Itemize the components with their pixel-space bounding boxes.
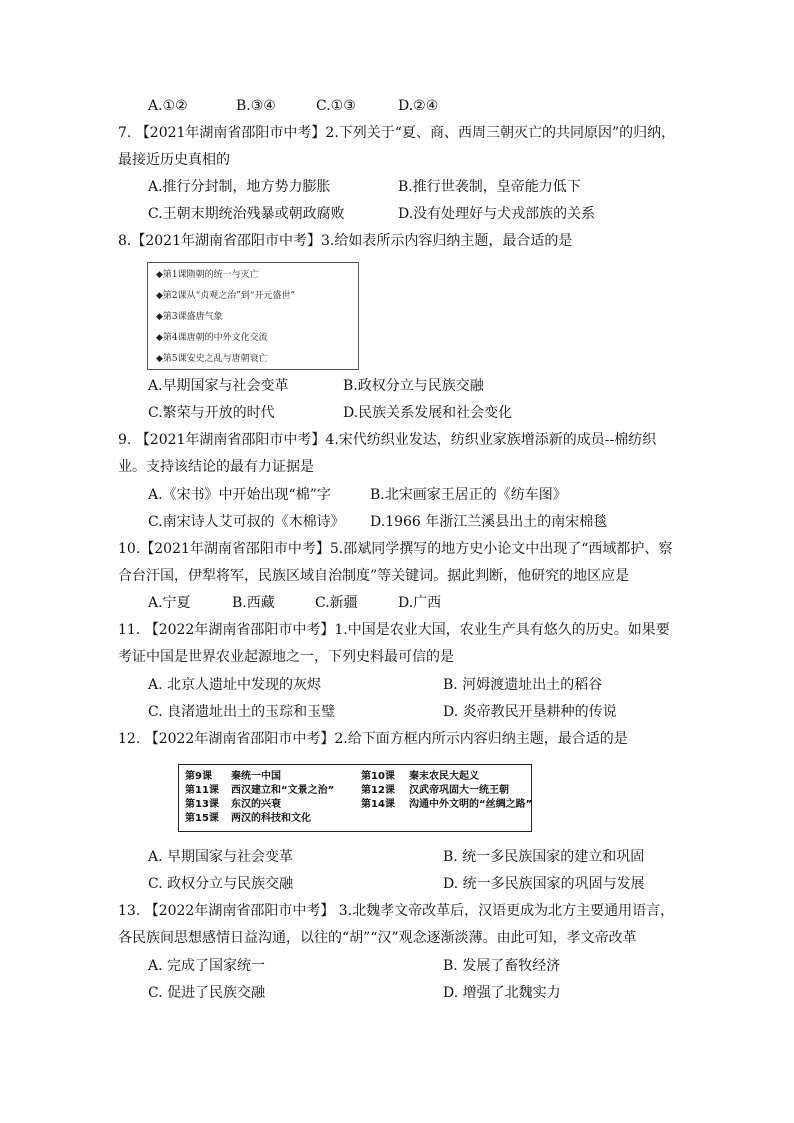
q12-box-lesson-title: 秦末农民大起义 [409, 771, 479, 782]
q10-stem-line2: 合台汗国，伊犁将军，民族区域自治制度”等关键词。据此判断，他研究的地区应是 [118, 568, 630, 584]
q12-option-d: D. 统一多民族国家的巩固与发展 [443, 876, 645, 892]
q8-box-item: ◆第2课从“贞观之治”到“开元盛世” [156, 291, 296, 301]
q12-box-lesson-title: 两汉的科技和文化 [231, 813, 311, 824]
q8-box-item: ◆第5课安史之乱与唐朝衰亡 [156, 354, 268, 364]
q6-option-d: D.②④ [398, 98, 439, 114]
q7-stem-line1: 7. 【2021年湖南省邵阳市中考】2.下列关于“夏、商、西周三朝灭亡的共同原因”的归纳， [118, 125, 676, 141]
q12-option-b: B. 统一多民族国家的建立和巩固 [443, 849, 645, 865]
q11-option-b: B. 河姆渡遗址出土的稻谷 [443, 677, 603, 693]
q12-box-lesson-no: 第14课 [361, 799, 395, 810]
q12-box-lesson-title: 东汉的兴衰 [231, 799, 281, 810]
q11-option-a: A. 北京人遗址中发现的灰烬 [148, 677, 322, 693]
q13-stem-line1: 13. 【2022年湖南省邵阳市中考】 3.北魏孝文帝改革后，汉语更成为北方主要通用语言， [118, 903, 675, 919]
q11-stem-line2: 考证中国是世界农业起源地之一，下列史料最可信的是 [118, 649, 454, 665]
q12-box-lesson-no: 第11课 [185, 785, 219, 796]
q12-box-lesson-no: 第13课 [185, 799, 219, 810]
q6-option-a: A.①② [148, 98, 188, 114]
q12-box-lesson-no: 第10课 [361, 771, 395, 782]
q8-option-b: B.政权分立与民族交融 [343, 378, 484, 394]
q13-stem-line2: 各民族间思想感情日益沟通，以往的“胡”“汉”观念逐渐淡薄。由此可知，孝文帝改革 [118, 930, 637, 946]
q10-option-d: D.广西 [398, 595, 442, 611]
q10-option-c: C.新疆 [315, 595, 358, 611]
q8-option-c: C.繁荣与开放的时代 [148, 405, 275, 421]
q9-option-b: B.北宋画家王居正的《纺车图》 [370, 487, 567, 503]
q11-option-d: D. 炎帝教民开垦耕种的传说 [443, 704, 617, 720]
q6-option-b: B.③④ [236, 98, 276, 114]
q13-option-a: A. 完成了国家统一 [148, 958, 266, 974]
q9-option-c: C.南宋诗人艾可叔的《木棉诗》 [148, 514, 345, 530]
q8-option-a: A.早期国家与社会变革 [148, 378, 289, 394]
q9-stem-line2: 业。支持该结论的最有力证据是 [118, 459, 314, 475]
q12-stem-line1: 12. 【2022年湖南省邵阳市中考】2.给下面方框内所示内容归纳主题，最合适的是 [118, 731, 628, 747]
q7-option-c: C.王朝末期统治残暴或朝政腐败 [148, 206, 345, 222]
q12-box-lesson-title: 西汉建立和“文景之治” [231, 785, 335, 796]
q9-stem-line1: 9. 【2021年湖南省邵阳市中考】4.宋代纺织业发达，纺织业家族增添新的成员--棉纺织 [118, 432, 657, 448]
q8-box-item: ◆第1课隋朝的统一与灭亡 [156, 270, 259, 280]
q10-stem-line1: 10.【2021年湖南省邵阳市中考】5.邵斌同学撰写的地方史小论文中出现了“西域都护、察 [118, 541, 673, 557]
q8-stem-line1: 8.【2021年湖南省邵阳市中考】3.给如表所示内容归纳主题，最合适的是 [118, 233, 573, 249]
q7-option-b: B.推行世袭制，皇帝能力低下 [398, 179, 581, 195]
q12-box-lesson-title: 沟通中外文明的“丝绸之路” [409, 799, 533, 810]
q11-stem-line1: 11. 【2022年湖南省邵阳市中考】1.中国是农业大国，农业生产具有悠久的历史。如果要 [118, 622, 670, 638]
q11-option-c: C. 良渚遗址出土的玉琮和玉璧 [148, 704, 336, 720]
q8-box-item: ◆第3课盛唐气象 [156, 312, 223, 322]
q12-box-lesson-no: 第15课 [185, 813, 219, 824]
q12-option-c: C. 政权分立与民族交融 [148, 876, 294, 892]
q10-option-b: B.西藏 [232, 595, 275, 611]
q13-option-c: C. 促进了民族交融 [148, 985, 266, 1001]
q7-stem-line2: 最接近历史真相的 [118, 152, 230, 168]
q6-option-c: C.①③ [316, 98, 356, 114]
q8-option-d: D.民族关系发展和社会变化 [343, 405, 513, 421]
q12-box-lesson-title: 汉武帝巩固大一统王朝 [409, 785, 509, 796]
q8-lesson-box [147, 262, 359, 370]
q12-option-a: A. 早期国家与社会变革 [148, 849, 294, 865]
q10-option-a: A.宁夏 [148, 595, 191, 611]
q12-lesson-box [178, 764, 532, 832]
q13-option-d: D. 增强了北魏实力 [443, 985, 561, 1001]
q9-option-a: A.《宋书》中开始出现“棉”字 [148, 487, 331, 503]
q9-option-d: D.1966 年浙江兰溪县出土的南宋棉毯 [370, 514, 608, 530]
q12-box-lesson-title: 秦统一中国 [231, 771, 281, 782]
q12-box-lesson-no: 第12课 [361, 785, 395, 796]
q7-option-a: A.推行分封制，地方势力膨胀 [148, 179, 331, 195]
q7-option-d: D.没有处理好与犬戎部族的关系 [398, 206, 596, 222]
q12-box-lesson-no: 第9课 [185, 771, 212, 782]
q13-option-b: B. 发展了畜牧经济 [443, 958, 561, 974]
q8-box-item: ◆第4课唐朝的中外文化交流 [156, 333, 268, 343]
